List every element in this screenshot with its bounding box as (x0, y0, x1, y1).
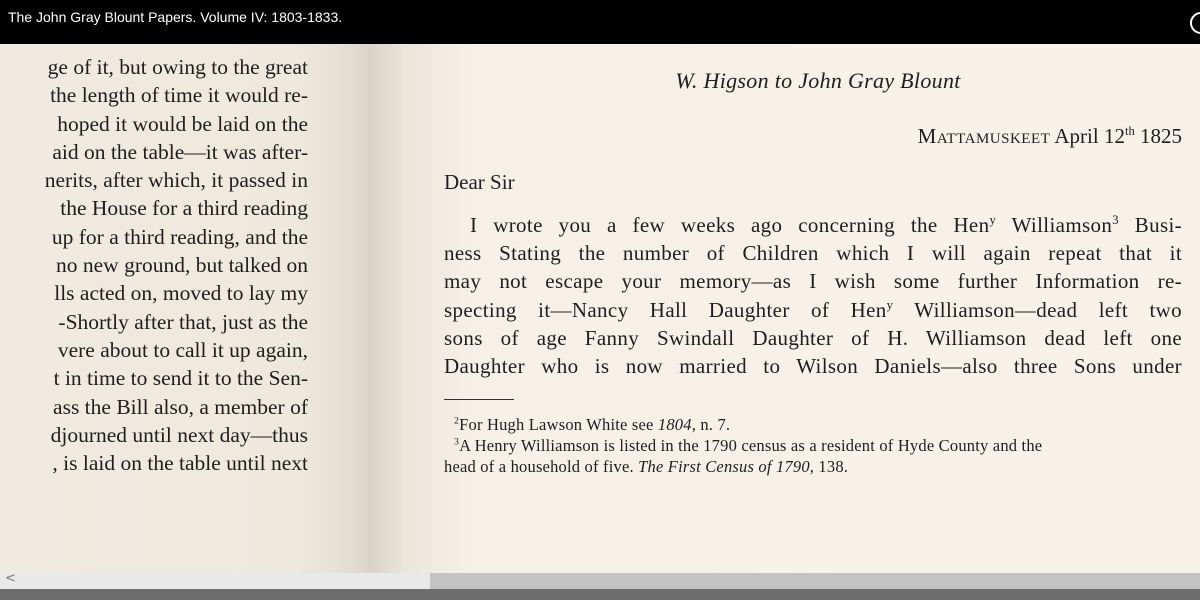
left-page-line: djourned until next day—thus (50, 422, 308, 447)
horizontal-scrollbar[interactable] (0, 573, 1200, 589)
footnote-text: , 138. (809, 457, 849, 476)
date-superscript: th (1124, 124, 1135, 138)
body-text-segment: specting it—Nancy Hall Daughter of Hen (444, 297, 887, 322)
footnote-marker: 3 (1112, 213, 1119, 227)
body-text-segment: Williamson (996, 213, 1113, 237)
left-page-text (0, 53, 308, 477)
body-text-segment: I wrote you a few weeks ago concerning the Hen (470, 213, 990, 237)
left-page-line: aid on the table—it was after- (52, 139, 308, 164)
left-page-line: up for a third reading, and the (51, 224, 308, 249)
left-page-line: no new ground, but talked on (56, 253, 308, 278)
abbrev-superscript: y (989, 213, 997, 227)
title-bar (0, 0, 1200, 44)
letter-body (444, 211, 1182, 380)
scrollbar-track[interactable] (0, 573, 430, 589)
footnote-3-continued (444, 456, 1182, 477)
left-page-line: nerits, after which, it passed in (44, 168, 308, 193)
left-page-line: ge of it, but owing to the great (47, 55, 308, 79)
scroll-left-arrow-icon[interactable]: < (5, 571, 16, 586)
salutation: Dear Sir (444, 170, 515, 194)
body-line: may not escape your memory—as I wish some further Information re- (444, 269, 1182, 294)
left-page-line: the House for a third reading (60, 196, 308, 221)
body-line: Daughter who is now married to Wilson Daniels—also three Sons under (444, 354, 1182, 379)
letter-date-year: 1825 (1140, 124, 1182, 148)
letter-date-prefix: April 12 (1054, 124, 1125, 148)
footnote-text: A Henry Williamson is listed in the 1790 census as a resident of Hyde County and the (459, 436, 1043, 455)
body-line (444, 211, 1182, 239)
body-text-segment: Busi- (1118, 213, 1182, 237)
circle-button-icon[interactable] (1190, 12, 1200, 34)
footnote-marker: 3 (454, 436, 460, 448)
abbrev-superscript: y (886, 297, 894, 312)
footnote-text: , n. 7. (691, 415, 731, 434)
bottom-toolbar-strip (0, 589, 1200, 600)
scrollbar-thumb[interactable] (430, 573, 1200, 589)
footnote-text: For Hugh Lawson White see (459, 415, 658, 434)
footnote-3 (444, 435, 1182, 456)
left-page (0, 44, 372, 573)
letter-heading: W. Higson to John Gray Blount (675, 68, 961, 93)
footnotes (444, 414, 1182, 477)
footnote-rule (444, 399, 514, 400)
left-page-line: -Shortly after that, just as the (58, 309, 308, 334)
letter-place: Mattamuskeet (917, 124, 1051, 148)
left-page-line: ass the Bill also, a member of (53, 394, 308, 419)
footnote-reference: 1804 (657, 415, 692, 434)
footnote-marker: 2 (454, 415, 460, 427)
left-page-line: t in time to send it to the Sen- (53, 366, 308, 391)
footnote-citation-title: The First Census of 1790 (638, 457, 810, 476)
left-page-line: the length of time it would re- (50, 83, 308, 108)
body-line (444, 296, 1182, 324)
book-viewer[interactable] (0, 44, 1200, 573)
left-page-line: vere about to call it up again, (57, 337, 308, 362)
document-title: The John Gray Blount Papers. Volume IV: 1803-1833. (8, 9, 343, 25)
left-page-line: hoped it would be laid on the (57, 111, 308, 136)
left-page-line: , is laid on the table until next (52, 451, 308, 476)
footnote-2 (444, 414, 1182, 435)
body-line: sons of age Fanny Swindall Daughter of H. Williamson dead left one (444, 325, 1182, 350)
body-line: ness Stating the number of Children which I will again repeat that it (444, 241, 1182, 266)
left-page-line: lls acted on, moved to lay my (54, 281, 308, 306)
body-text-segment: Williamson—dead left two (893, 297, 1183, 322)
footnote-text: head of a household of five. (444, 457, 639, 476)
letter-place-date (918, 124, 1182, 149)
